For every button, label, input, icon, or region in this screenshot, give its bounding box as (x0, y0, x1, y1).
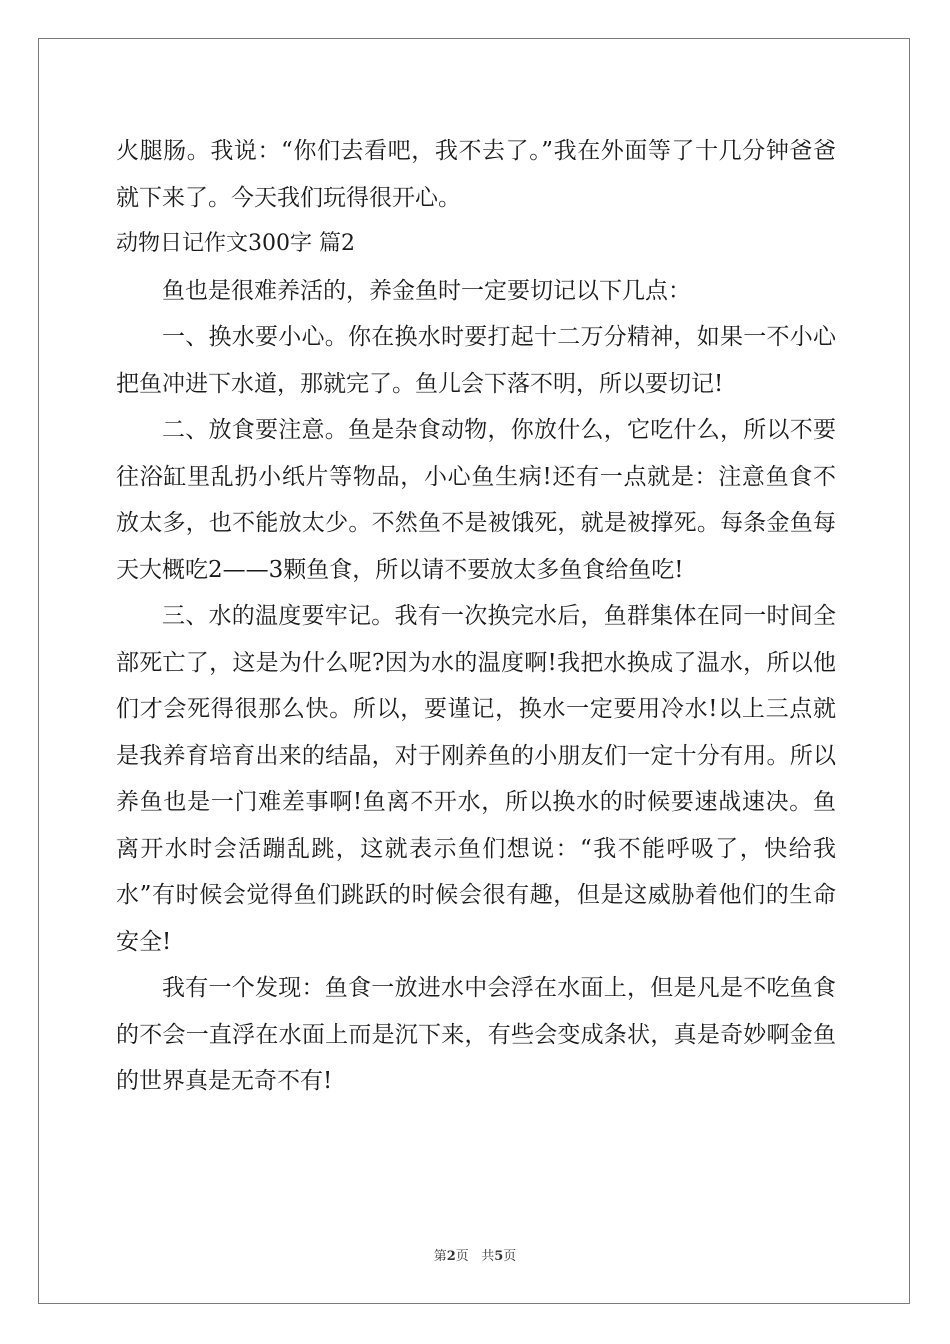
footer-total-prefix: 共 (481, 1249, 495, 1264)
paragraph: 我有一个发现：鱼食一放进水中会浮在水面上，但是凡是不吃鱼食的不会一直浮在水面上而是沉下来，有些会变成条状，真是奇妙啊金鱼的世界真是无奇不有! (116, 975, 836, 1094)
total-page-number: 5 (494, 1249, 504, 1264)
paragraph: 鱼也是很难养活的，养金鱼时一定要切记以下几点： (162, 277, 691, 304)
paragraph: 三、水的温度要牢记。我有一次换完水后，鱼群集体在同一时间全部死亡了，这是为什么呢?因为水的温度啊!我把水换成了温水，所以他们才会死得很那么快。所以，要谨记，换水一定要用冷水!以上三点就是我养育培育出来的结晶，对于刚养鱼的小朋友们一定十分有用。所以养鱼也是一门难差事啊!鱼离不开水，所以换水的时候要速战速决。鱼离开水时会活蹦乱跳，这就表示鱼们想说：“我不能呼吸了，快给我水”有时候会觉得鱼们跳跃的时候会很有趣，但是这威胁着他们的生命安全! (116, 603, 836, 955)
footer-total-unit: 页 (503, 1249, 517, 1264)
paragraph: 一、换水要小心。你在换水时要打起十二万分精神，如果一不小心把鱼冲进下水道，那就完了。鱼儿会下落不明，所以要切记! (116, 324, 836, 397)
section-heading: 动物日记作文300字 篇2 (116, 231, 355, 256)
footer-page-unit: 页 (455, 1249, 469, 1264)
document-body (116, 128, 836, 1105)
paragraph: 二、放食要注意。鱼是杂食动物，你放什么，它吃什么，所以不要往浴缸里乱扔小纸片等物品，小心鱼生病!还有一点就是：注意鱼食不放太多，也不能放太少。不然鱼不是被饿死，就是被撑死。每条金鱼每天大概吃2——3颗鱼食，所以请不要放太多鱼食给鱼吃! (116, 417, 836, 583)
current-page-number: 2 (446, 1249, 456, 1264)
footer-prefix: 第 (433, 1249, 447, 1264)
paragraph: 火腿肠。我说：“你们去看吧，我不去了。”我在外面等了十几分钟爸爸就下来了。今天我们玩得很开心。 (116, 138, 836, 211)
page-footer (0, 1245, 950, 1264)
